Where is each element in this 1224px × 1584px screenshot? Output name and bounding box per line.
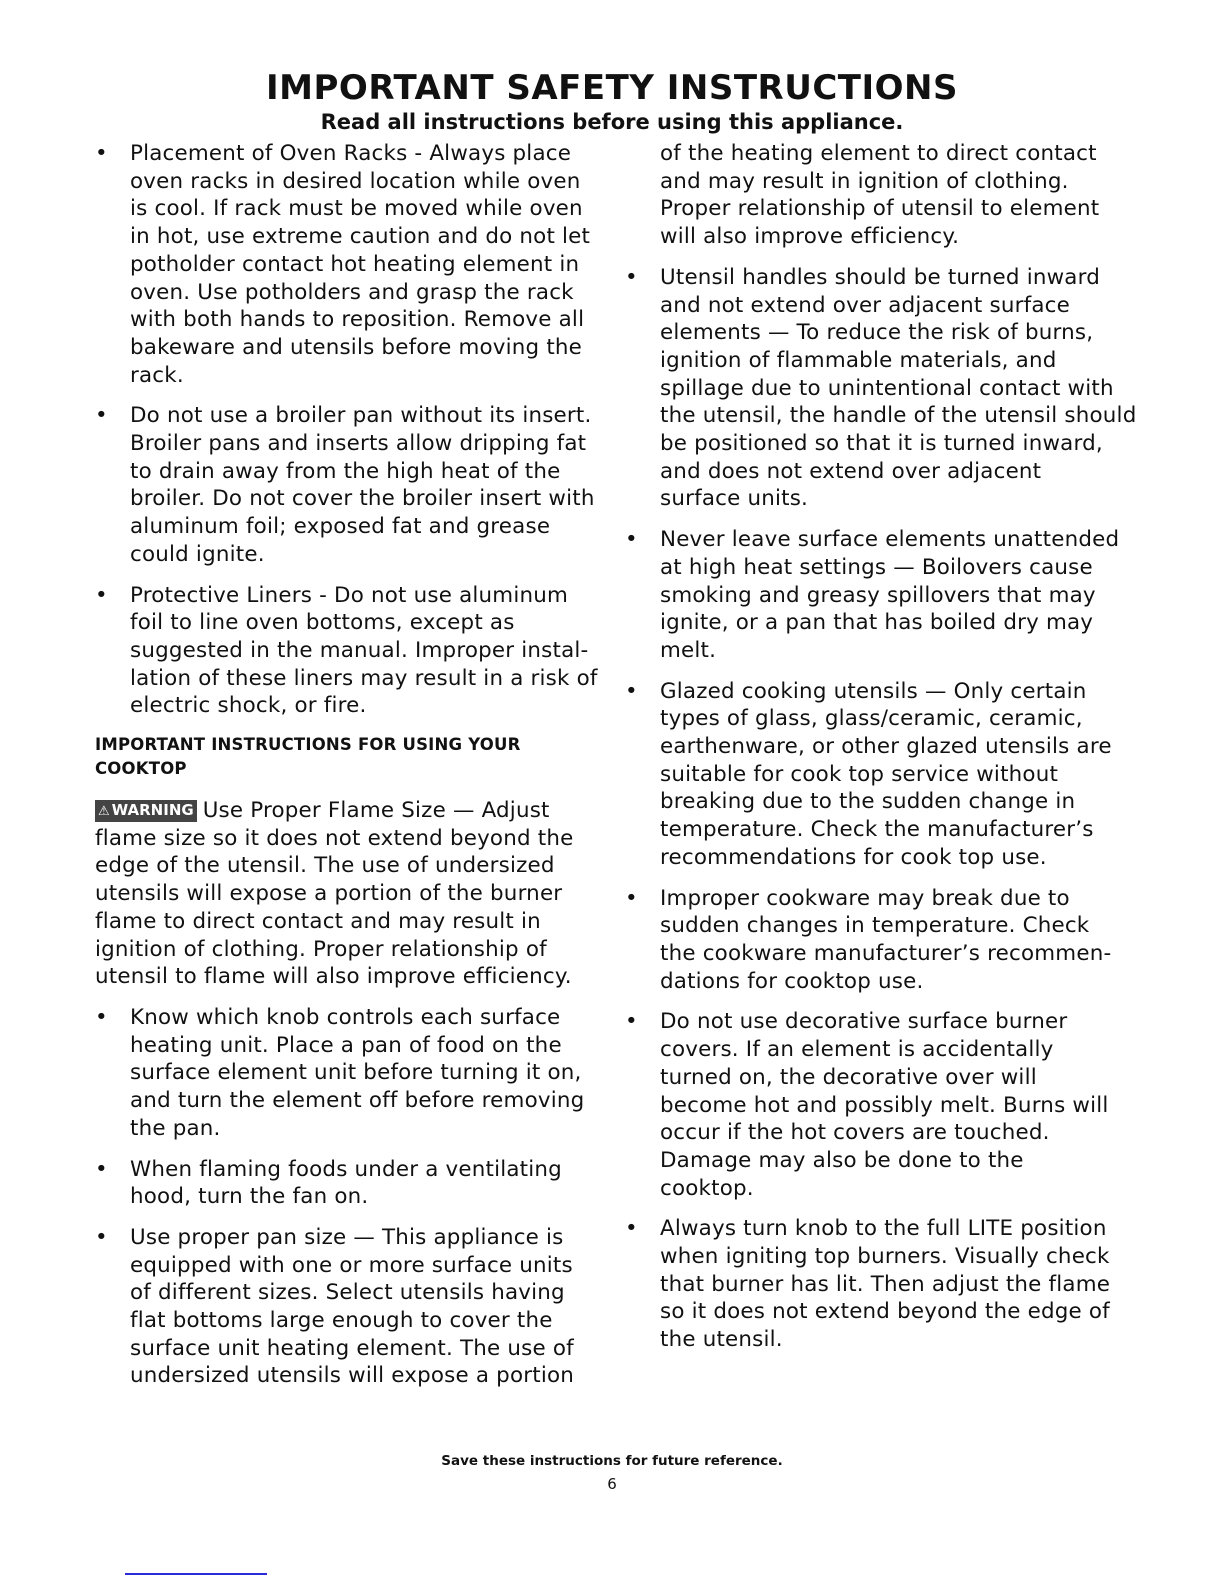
text-line: Know which knob controls each surface [130,1004,561,1030]
list-item [625,526,1125,665]
text-line: spillage due to unintentional contact with [660,375,1114,401]
text-line: and may result in ignition of clothing. [660,168,1069,194]
text-line: Always turn knob to the full LITE position [660,1216,1107,1242]
text-line: aluminum foil; exposed fat and grease [130,514,551,540]
list-item [95,140,595,389]
text-line: types of glass, glass/ceramic, ceramic, [660,706,1083,732]
text-line: Improper cookware may break due to [660,885,1070,911]
bullet-icon: • [95,1156,108,1182]
text-line: When flaming foods under a ventilating [130,1156,562,1182]
text-line: undersized utensils will expose a portion [130,1363,575,1389]
bullet-icon: • [625,527,638,553]
bullet-icon: • [625,264,638,290]
text-line: Utensil handles should be turned inward [660,264,1100,290]
text-line: of different sizes. Select utensils having [130,1280,565,1306]
text-line: Use proper pan size — This appliance is [130,1224,564,1250]
text-line: the pan. [130,1115,221,1141]
left-bullets-top [95,140,598,720]
page-title: IMPORTANT SAFETY INSTRUCTIONS [266,68,958,108]
text-line: cooktop. [660,1175,754,1201]
text-line: and turn the element off before removing [130,1088,585,1114]
text-line: ignition of flammable materials, and [660,347,1057,373]
right-column [625,140,1137,1367]
text-line: turned on, the decorative over will [660,1064,1037,1090]
text-line: ignition of clothing. Proper relationship of [95,936,547,962]
list-item [625,885,1125,996]
section-heading [95,733,595,781]
list-item [625,1008,1125,1202]
bullet-icon: • [95,141,108,166]
text-line: earthenware, or other glazed utensils are [660,734,1112,760]
warning-body [95,825,595,991]
text-line: suitable for cook top service without [660,761,1059,787]
text-line: will also improve efficiency. [660,224,960,250]
bullet-icon: • [625,885,638,911]
text-line: dations for cooktop use. [660,968,924,994]
text-line: recommendations for cook top use. [660,844,1047,870]
section-heading-line: COOKTOP [95,759,187,779]
page-subtitle: Read all instructions before using this appliance. [320,110,904,134]
text-line: electric shock, or fire. [130,693,367,719]
text-line: bakeware and utensils before moving the [130,334,583,360]
text-line: elements — To reduce the risk of burns, [660,320,1094,346]
text-line: Protective Liners - Do not use aluminum [130,582,569,608]
bullet-icon: • [625,678,638,704]
text-line: temperature. Check the manufacturer’s [660,817,1094,843]
text-line: sudden changes in temperature. Check [660,913,1090,939]
text-line: surface element unit before turning it on, [130,1060,582,1086]
text-line: ignite, or a pan that has boiled dry may [660,610,1094,636]
text-line: utensil to flame will also improve efficiency. [95,964,572,990]
text-line: Broiler pans and inserts allow dripping fat [130,431,587,457]
text-line: potholder contact hot heating element in [130,251,580,277]
text-line: become hot and possibly melt. Burns will [660,1092,1109,1118]
text-line: surface unit heating element. The use of [130,1335,574,1361]
text-line: of the heating element to direct contact [660,141,1097,166]
text-line: suggested in the manual. Improper instal- [130,637,589,663]
warning-triangle-icon: ⚠ [98,804,110,820]
text-line: Placement of Oven Racks - Always place [130,141,572,166]
page-number: 6 [607,1475,617,1493]
footer-note: Save these instructions for future reference. [441,1453,783,1469]
left-column [95,140,598,1403]
text-line: equipped with one or more surface units [130,1252,573,1278]
text-line: to drain away from the high heat of the [130,458,561,484]
list-item [625,264,1137,513]
list-item [95,402,595,568]
text-line: heating unit. Place a pan of food on the [130,1032,562,1058]
text-line: Damage may also be done to the [660,1147,1024,1173]
warning-first-line [95,797,595,825]
section-heading-line: IMPORTANT INSTRUCTIONS FOR USING YOUR [95,735,521,755]
text-line: Do not use a broiler pan without its insert. [130,403,592,429]
bullet-icon: • [95,582,108,608]
text-line: flame size so it does not extend beyond the [95,825,574,851]
text-line: with both hands to reposition. Remove all [130,307,585,333]
text-line: smoking and greasy spillovers that may [660,582,1096,608]
text-line: foil to line oven bottoms, except as [130,610,515,636]
right-bullets [625,264,1137,1354]
text-line: be positioned so that it is turned inward, [660,431,1103,457]
text-line: Never leave surface elements unattended [660,527,1120,553]
text-line: and does not extend over adjacent [660,458,1042,484]
text-line: surface units. [660,486,809,512]
warning-badge-label: WARNING [111,801,194,820]
bullet-icon: • [625,1216,638,1242]
text-line: Do not use decorative surface burner [660,1009,1068,1035]
text-line: Proper relationship of utensil to element [660,196,1100,222]
text-line: in hot, use extreme caution and do not let [130,224,591,250]
text-line: edge of the utensil. The use of undersized [95,853,555,879]
text-line: the cookware manufacturer’s recommen- [660,940,1112,966]
list-item [625,678,1125,872]
text-line: breaking due to the sudden change in [660,789,1076,815]
text-line: the utensil, the handle of the utensil should [660,403,1137,429]
text-line: lation of these liners may result in a risk of [130,665,598,691]
left-bullets-bottom [95,1004,595,1390]
text-line: hood, turn the fan on. [130,1184,369,1210]
text-line: flat bottoms large enough to cover the [130,1308,553,1334]
text-line: utensils will expose a portion of the burner [95,881,563,907]
text-line: rack. [130,362,184,388]
list-item [95,1224,595,1390]
text-line: covers. If an element is accidentally [660,1037,1054,1063]
bullet-icon: • [625,1009,638,1035]
warning-text: Use Proper Flame Size — Adjust [202,798,550,824]
text-line: at high heat settings — Boilovers cause [660,554,1093,580]
list-item [625,1215,1125,1354]
list-item [95,1156,595,1211]
text-line: broiler. Do not cover the broiler insert with [130,486,595,512]
text-line: so it does not extend beyond the edge of [660,1299,1110,1325]
list-item [95,582,598,721]
bullet-icon: • [95,1004,108,1030]
text-line: oven racks in desired location while oven [130,168,581,194]
text-line: and not extend over adjacent surface [660,292,1070,318]
text-line: could ignite. [130,541,265,567]
continuation-paragraph [625,140,1125,251]
text-line: flame to direct contact and may result in [95,908,541,934]
text-line: that burner has lit. Then adjust the flame [660,1271,1111,1297]
list-item [95,1004,595,1143]
text-line: is cool. If rack must be moved while oven [130,196,583,222]
text-line: Glazed cooking utensils — Only certain [660,678,1087,704]
text-line: when igniting top burners. Visually check [660,1244,1110,1270]
text-line: occur if the hot covers are touched. [660,1120,1050,1146]
warning-paragraph [95,797,595,991]
text-line: melt. [660,637,717,663]
bullet-icon: • [95,1224,108,1250]
text-line: oven. Use potholders and grasp the rack [130,279,574,305]
bullet-icon: • [95,403,108,429]
text-line: the utensil. [660,1327,783,1353]
bottom-rule [125,1573,267,1575]
warning-badge [95,800,197,822]
